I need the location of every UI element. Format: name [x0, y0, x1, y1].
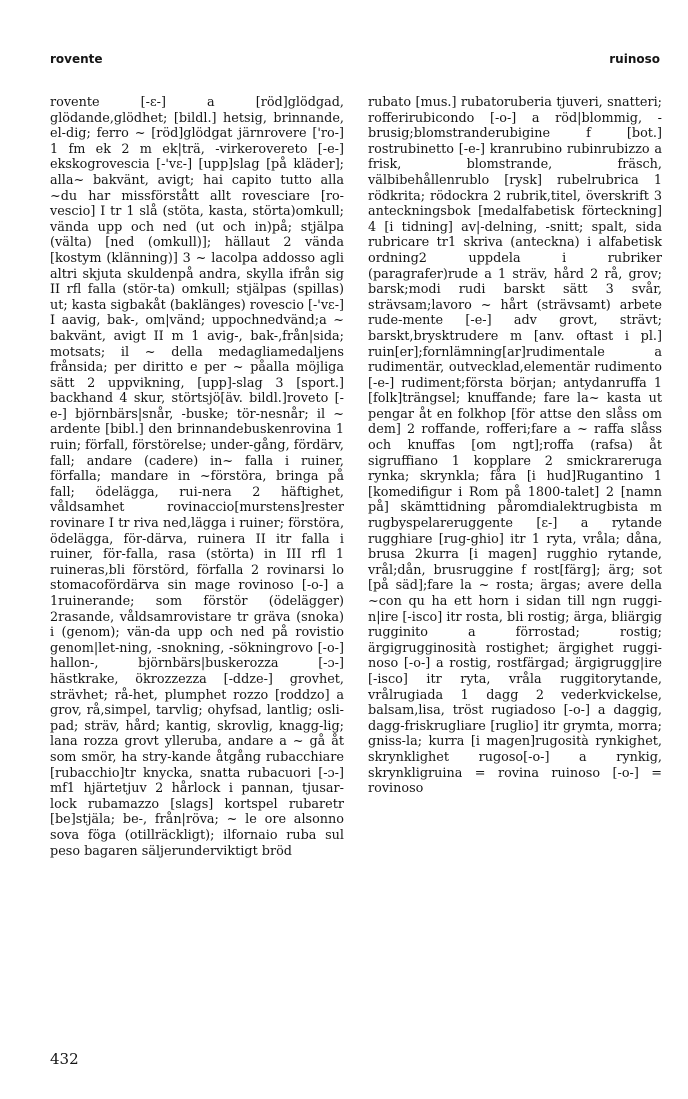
dictionary-line: fornlämning[ar] [422, 344, 526, 360]
dictionary-line: rubino rubin [519, 141, 602, 157]
dictionary-line: rovina 1 ruin; förfall, förstörelse; under- [50, 422, 344, 454]
dictionary-line: elementär rudimento [-e-] rudiment; [368, 360, 662, 391]
dictionary-line: [murstens]rester rovinare I tr riva ned, [50, 500, 344, 532]
dictionary-line: rasande, våldsam [58, 609, 174, 625]
dictionary-line: ~ falla i ruiner, förfalla; mandare in ~ [50, 453, 344, 485]
dictionary-line: ärgig rugginito a förrostad; rostig; ärgig [368, 609, 662, 656]
dictionary-line: vescio] I tr 1 slå (stöta, kasta, störta) [50, 204, 296, 220]
dictionary-line: nesnår; il ~ ardente [bibl.] den brinnande [50, 406, 344, 438]
dictionary-line: rubigine f [bot.] rost [368, 126, 662, 157]
dictionary-line: sonno sova föga (otillräckligt); il [50, 812, 344, 843]
dictionary-line: [äv. bildl.] [220, 391, 287, 407]
dictionary-line: kande åtgång rubacchiare [rubacchio] [50, 749, 344, 781]
dictionary-line: rugliare [ruglio] itr grymta, morra; gniss- [368, 718, 662, 750]
dictionary-line: lavoro ~ hårt (strävsamt) arbete rude- [368, 297, 662, 329]
dictionary-line: ut 2 vända [kostym (klänning)] 3 ~ la [50, 235, 344, 266]
dictionary-line: delning, -snitt; spalt, sida rubricare tr [368, 219, 662, 251]
dictionary-line: modi rudi barskt sätt 3 svår, strävsam; [368, 282, 662, 313]
dictionary-line: mente [-e-] adv grovt, strävt; barskt, [368, 313, 662, 344]
dictionary-line: ruggente [ɛ-] a rytande rugghiare [rug- [368, 516, 662, 547]
dictionary-line: rubicondo [-o-] a röd|blommig, -brusig; [368, 110, 662, 142]
dictionary-line: lisa, tröst rugiadoso [-o-] a daggig, dagg- [368, 703, 662, 734]
right-column [368, 95, 662, 797]
dictionary-line: tr knycka, snatta rubacuori [-ɔ-] mf [50, 765, 344, 797]
dictionary-line: rubato [mus.] rubato [368, 95, 504, 110]
dictionary-line: rude a 1 sträv, hård 2 rå, grov; barsk; [368, 266, 662, 298]
dictionary-line: ruina = rovina ruinoso [-o-] = rovinoso [368, 765, 662, 797]
dictionary-line: 1 skriva (anteckna) i alfabetisk ordning [368, 235, 663, 266]
dictionary-line: bryskt [413, 328, 455, 344]
dictionary-line: rovere ['ro-] 1 fm ek 2 m ek|trä, -virke [50, 126, 344, 157]
dictionary-line: rozzezza [-ddze-] grovhet, strävhet; rå- [50, 671, 344, 703]
dictionary-line: medaljens frånsida; per diritto e per ~ på [50, 344, 344, 376]
dictionary-line: första början; antydan [465, 375, 616, 391]
dictionary-line: ruga rynka; skrynkla; fåra [i hud] [368, 453, 662, 485]
dictionary-line: 2 uppdela i rubriker (paragrafer) [368, 250, 662, 282]
dictionary-line: ~ kasta ut pengar åt en folkhop [för att [368, 391, 662, 422]
dictionary-line: glödhet; [bildl.] hetsig, brinnande, el- [50, 110, 344, 142]
dictionary-line: på; stjälpa (välta) [ned (omkull)]; hälla [50, 219, 345, 251]
dictionary-line: ruggine f rost[färg]; ärg; sot [på säd]; [368, 562, 662, 594]
dictionary-line: pad; sträv, hård; kantig, skrovlig, knagg- [50, 718, 324, 734]
dictionary-line: talet] 2 [namn på] skämttidning på [368, 484, 662, 516]
dictionary-line: lock rubamazzo [slags] kortspel rubare [50, 796, 333, 812]
dictionary-line: därva, ruinera II itr falla i ruiner, för- [50, 531, 344, 563]
dictionary-line: rytande, vrål [368, 671, 662, 703]
dictionary-line: gång, fördärv, fall; andare (cadere) in [50, 438, 344, 469]
dictionary-line: rovente [-ɛ-] a [röd]glödgad, glödande, [50, 95, 344, 126]
dictionary-line: roffa (rafsa) åt sig [368, 438, 662, 469]
dictionary-line: noso [-o-] a rostig, rostfärgad; ärgig [368, 656, 610, 672]
running-head-right: ruinoso [609, 52, 660, 66]
dictionary-line: rudimentale a rudimentär, outvecklad, [368, 344, 662, 376]
dictionary-line: ning, -snokning, -sökning [119, 640, 285, 656]
dictionary-line: lig; lana rozza grovt ylle [50, 718, 344, 750]
dictionary-line: falla, rasa (störta) in III rfl 1 ruineras, [50, 547, 344, 578]
dictionary-line: se den slåss om dem] 2 roffande, rofferi; [368, 406, 662, 438]
dictionary-line: alla möjliga sätt 2 uppvikning, [upp]- [50, 360, 344, 391]
dictionary-line: rugbista m rugbyspelare [368, 500, 662, 532]
dictionary-line: rubizzo a frisk, blomstrande, fräsch, väl [368, 141, 662, 188]
dictionary-line: rovistare tr gräva (snoka) i (genom); vän- [50, 609, 344, 641]
dictionary-line: du har missförstått allt rovesciare [ro- [60, 188, 344, 204]
dictionary-line: blomstrande [413, 126, 496, 142]
dictionary-line: fare la ~ rosta; ärgas; avere della ~ [368, 578, 663, 609]
dictionary-line: underviktigt bröd [177, 843, 292, 859]
dictionary-line: simpel, tarvlig; ohyfsad, lantlig; osli- [104, 703, 344, 719]
dictionary-line: från|sida; motsats; il ~ della medaglia [50, 328, 344, 360]
dictionary-line: avig, bak-, om|vänd; uppochnedvänd; [69, 313, 320, 329]
dictionary-line: titel, överskrift 3 anteckningsbok [med [368, 188, 662, 220]
dictionary-line: con qu ha ett horn i sidan till ngn ruggi- [378, 594, 662, 609]
dictionary-line: rubrica 1 rödkrita; rödockra 2 rubrik, [368, 172, 662, 204]
page-number: 432 [50, 1050, 79, 1068]
dictionary-line: rugosità rynkighet, skrynklighet rugoso [368, 734, 662, 765]
dictionary-line: 1 hjärtetjuv 2 hårlock i pannan, tjusar- [66, 781, 344, 797]
dictionary-line: ~ bakvänt, avigt; hai capito tutto alla ~ [50, 172, 344, 204]
dictionary-line: a ~ bakvänt, avigt II m 1 avig-, bak-, [50, 313, 344, 344]
dictionary-line: lägga i ruiner; förstöra, ödelägga, för- [50, 516, 345, 547]
dictionary-line: bli förstörd, förfalla 2 rovinarsi lo stomaco [50, 562, 344, 594]
dictionary-line: rovo [-o-] hallon-, björnbärs|buske [50, 640, 344, 672]
dictionary-line: da upp och ned på rovistio genom|let- [50, 625, 344, 656]
dictionary-line: Rugantino 1 [komedifigur i Rom på 1800- [368, 469, 662, 500]
dictionary-line: ruba, andare a ~ gå åt som smör, ha stry- [50, 734, 344, 765]
dictionary-line: colpa addosso agli altri skjuta skulden [50, 250, 344, 282]
dictionary-line: frisk [404, 718, 434, 734]
dictionary-line: ruffiano 1 kopplare 2 smickrare [386, 453, 632, 469]
dictionary-line: dig; ferro ~ [röd]glödgat järn [66, 126, 265, 142]
left-column [50, 95, 344, 859]
dictionary-line: het, plumphet rozzo [roddzo] a grov, rå, [50, 687, 344, 719]
dictionary-line: la; kurra [i magen] [406, 734, 536, 750]
dictionary-line: ruinerande; som förstör (ödelägger) 2 [50, 594, 344, 625]
dictionary-line: omkull; vända upp och ned (ut och in) [50, 204, 344, 235]
dictionary-line: rovereto [-e-] ekskog [50, 141, 344, 173]
dictionary-line: förstöra, bringa på fall; ödelägga, rui- [50, 469, 344, 500]
dictionary-line: rozza [-ɔ-] hästkrake, ök [50, 656, 344, 687]
dictionary-line: tr [be]stjäla; be-, från|röva; ~ le ore al [50, 796, 344, 828]
dictionary-line: rudere m [anv. oftast i pl.] ruin[er]; [368, 328, 662, 360]
dictionary-line: romdialekt [513, 500, 584, 516]
running-head-left: rovente [50, 52, 103, 66]
dictionary-line: slag 3 [sport.] backhand 4 skur, störtsjö [50, 375, 344, 407]
dictionary-line: alfabetisk förteckning] 4 [i tidning] av|- [368, 204, 662, 235]
dictionary-line: bakåt (baklänges) rovescio [-'vɛ-] I a [50, 297, 345, 329]
dictionary-line: rublo [rysk] rubel [454, 172, 592, 188]
dictionary-line: fornaio ruba sul peso bagaren säljer [50, 827, 345, 859]
dictionary-line: rovescia [-'vɛ-] [upp]slag [på kläder]; alla [50, 157, 344, 188]
dictionary-line: nera 2 häftighet, våldsamhet rovinaccio [50, 484, 345, 516]
dictionary-line: rugiada 1 dagg 2 vederkvickelse, balsam, [368, 687, 662, 719]
dictionary-line: roveto [-e-] björnbärs|snår, -buske; tör- [50, 391, 344, 422]
dictionary-line: ruberia tjuveri, snatteri; rofferi [368, 95, 662, 126]
dictionary-line: ruffa 1 [folk]trängsel; knuffande; fare la [368, 375, 662, 407]
dictionary-line: fare a ~ raffa slåss och knuffas [om ngt]; [368, 422, 662, 454]
dictionary-line: fördärva sin mage rovinoso [-o-] a 1 [50, 578, 344, 609]
dictionary-line: rubinetto [-e-] kran [393, 141, 520, 157]
dictionary-line: busken [243, 422, 291, 438]
dictionary-line: bibehållen [386, 172, 455, 188]
dictionary-line: dån, brus [397, 562, 463, 578]
dictionary-line: n|ire [-isco] itr rosta, bli rostig; ärga, bli [368, 609, 628, 625]
dictionary-line: ghio] itr 1 ryta, vråla; dåna, brusa 2 [368, 531, 662, 563]
dictionary-line: ta) omkull; stjälpas (spillas) ut; kasta sig [50, 282, 344, 313]
dictionary-line: [-o-] a rynkig, skrynklig [368, 749, 662, 781]
dictionary-line: rugg|ire [-isco] itr ryta, vråla ruggito [368, 656, 662, 687]
dictionary-line: rugginosità rostighet; ärgighet ruggi- [402, 640, 662, 656]
dictionary-line: på andra, skylla ifrån sig II rfl falla (stör- [50, 266, 344, 298]
dictionary-line: kurra [i magen] rugghio rytande, vrål; [368, 547, 662, 578]
